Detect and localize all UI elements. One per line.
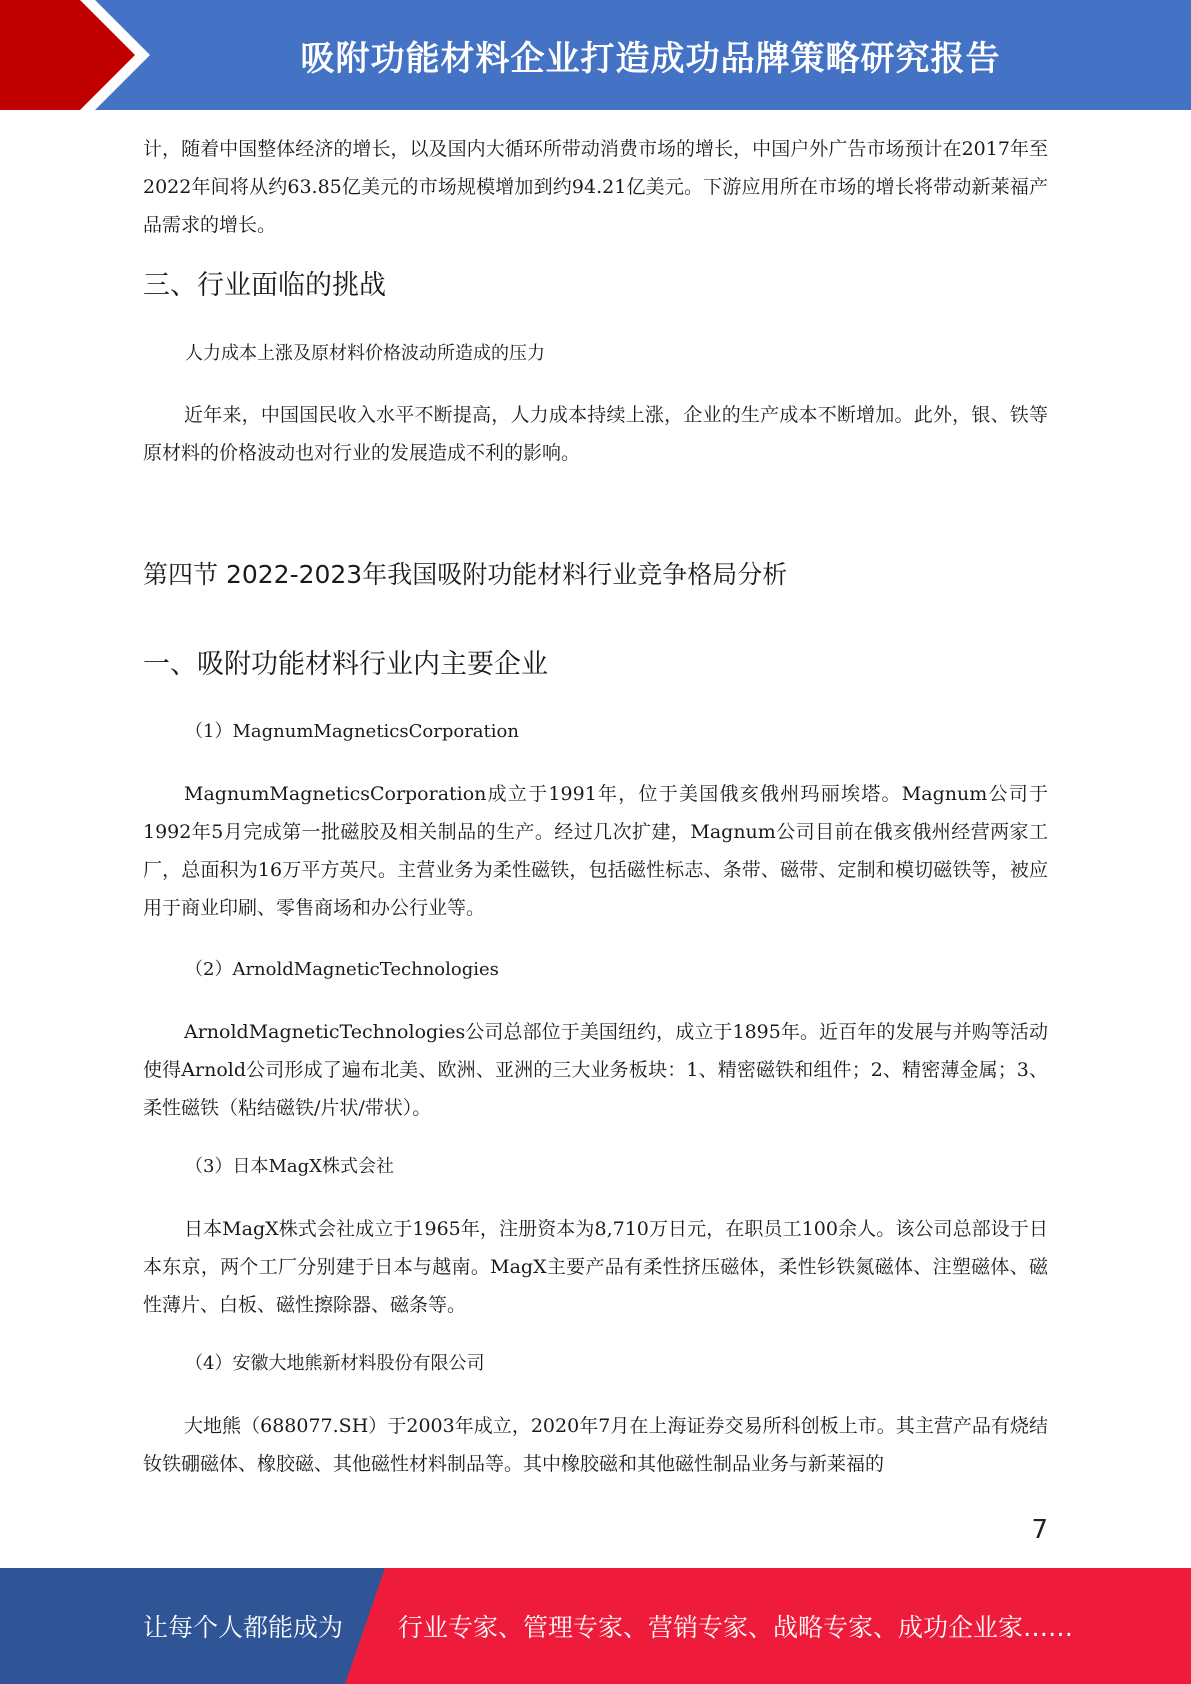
challenge-subtitle: 人力成本上涨及原材料价格波动所造成的压力 [185, 343, 545, 364]
challenge-paragraph: 近年来，中国国民收入水平不断提高，人力成本持续上涨，企业的生产成本不断增加。此外，银、铁等原材料的价格波动也对行业的发展造成不利的影响。 [143, 404, 1048, 464]
section-heading-challenges: 三、行业面临的挑战 [143, 270, 386, 301]
company-description: 大地熊（688077.SH）于2003年成立，2020年7月在上海证券交易所科创板上市。其主营产品有烧结钕铁硼磁体、橡胶磁、其他磁性材料制品等。其中橡胶磁和其他磁性制品业务与新莱福的 [143, 1415, 1048, 1475]
company-title: （2）ArnoldMagneticTechnologies [185, 959, 499, 980]
page-number: 7 [1031, 1515, 1048, 1545]
footer-slogan-left: 让每个人都能成为 [143, 1613, 344, 1642]
page-footer [0, 1568, 1191, 1684]
page-header [0, 0, 1191, 110]
report-title: 吸附功能材料企业打造成功品牌策略研究报告 [300, 38, 1001, 79]
company-title: （1）MagnumMagneticsCorporation [185, 721, 519, 742]
chevron-arrow-icon [0, 0, 160, 110]
company-title: （3）日本MagX株式会社 [185, 1156, 394, 1177]
subsection-heading-companies: 一、吸附功能材料行业内主要企业 [143, 649, 548, 680]
company-description: ArnoldMagneticTechnologies公司总部位于美国纽约，成立于1895年。近百年的发展与并购等活动使得Arnold公司形成了遍布北美、欧洲、亚洲的三大业务板块：1、精密磁铁和组件；2、精密薄金属；3、柔性磁铁（粘结磁铁/片状/带状）。 [143, 1021, 1048, 1119]
intro-paragraph: 计，随着中国整体经济的增长，以及国内大循环所带动消费市场的增长，中国户外广告市场预计在2017年至2022年间将从约63.85亿美元的市场规模增加到约94.21亿美元。下游应用所在市场的增长将带动新莱福产品需求的增长。 [143, 138, 1048, 236]
company-description: MagnumMagneticsCorporation成立于1991年，位于美国俄亥俄州玛丽埃塔。Magnum公司于1992年5月完成第一批磁胶及相关制品的生产。经过几次扩建，Magnum公司目前在俄亥俄州经营两家工厂，总面积为16万平方英尺。主营业务为柔性磁铁，包括磁性标志、条带、磁带、定制和模切磁铁等，被应用于商业印刷、零售商场和办公行业等。 [143, 783, 1048, 919]
footer-slogan-right: 行业专家、管理专家、营销专家、战略专家、成功企业家…… [398, 1613, 1074, 1642]
company-description: 日本MagX株式会社成立于1965年，注册资本为8,710万日元，在职员工100余人。该公司总部设于日本东京，两个工厂分别建于日本与越南。MagX主要产品有柔性挤压磁体，柔性钐铁氮磁体、注塑磁体、磁性薄片、白板、磁性擦除器、磁条等。 [143, 1218, 1048, 1316]
company-title: （4）安徽大地熊新材料股份有限公司 [185, 1353, 485, 1374]
section-heading-competition: 第四节 2022-2023年我国吸附功能材料行业竞争格局分析 [143, 560, 788, 589]
